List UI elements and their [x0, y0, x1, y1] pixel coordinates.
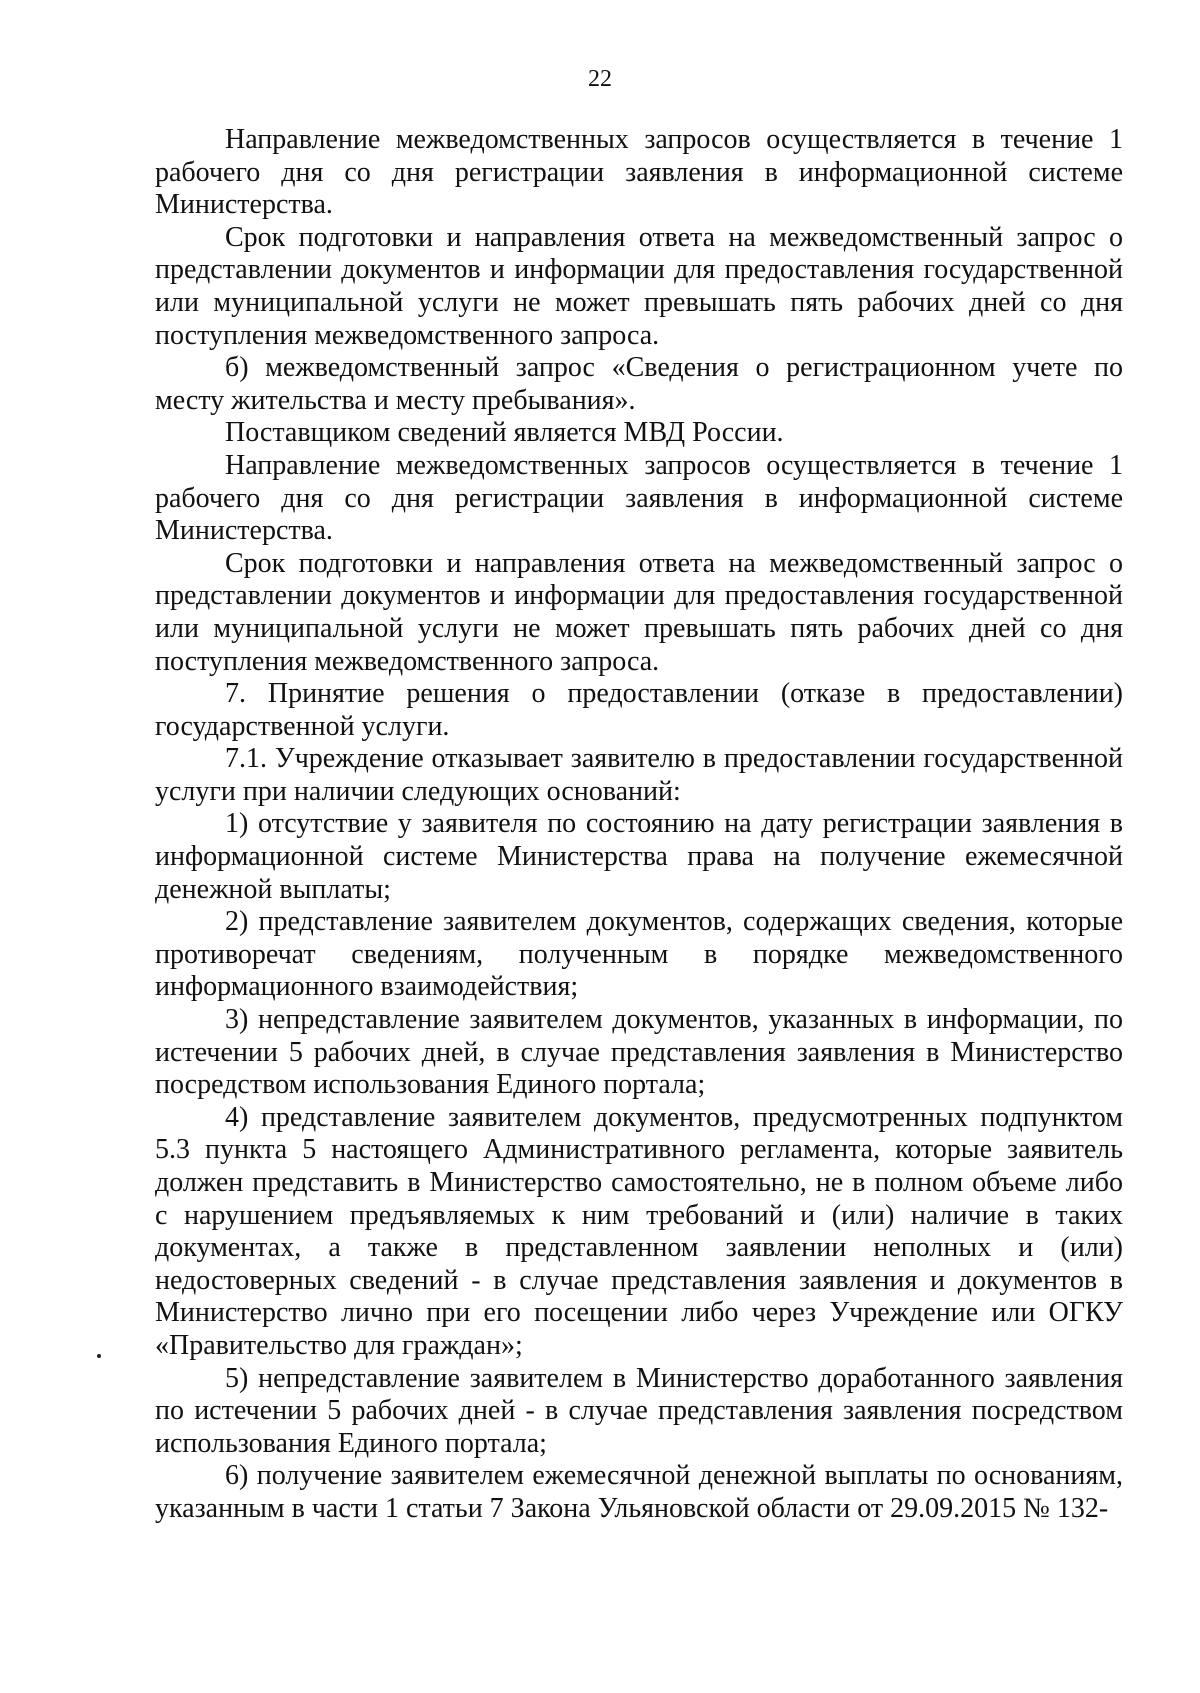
document-body: [155, 124, 1123, 1526]
paragraph-section-7-1: 7.1. Учреждение отказывает заявителю в предоставлении государственной услуги при наличии следующих оснований:: [155, 743, 1123, 807]
page-number: 22: [588, 66, 612, 92]
paragraph-response-deadline-1: Срок подготовки и направления ответа на межведомственный запрос о представлении документов и информации для предоставления государственной или муниципальной услуги не может превышать пять рабочих дней со дня поступления межведомственного запроса.: [155, 221, 1123, 351]
paragraph-ground-6: 6) получение заявителем ежемесячной денежной выплаты по основаниям, указанным в части 1 статьи 7 Закона Ульяновской области от 29.09.2015 № 132-: [155, 1460, 1123, 1524]
paragraph-section-7: 7. Принятие решения о предоставлении (отказе в предоставлении) государственной услуги.: [155, 678, 1123, 742]
paragraph-request-b: б) межведомственный запрос «Сведения о регистрационном учете по месту жительства и месту пребывания».: [155, 352, 1123, 416]
paragraph-request-timing-1: Направление межведомственных запросов осуществляется в течение 1 рабочего дня со дня регистрации заявления в информационной системе Министерства.: [155, 124, 1123, 221]
paragraph-ground-1: 1) отсутствие у заявителя по состоянию на дату регистрации заявления в информационной системе Министерства права на получение ежемесячной денежной выплаты;: [155, 808, 1123, 905]
paragraph-ground-3: 3) непредставление заявителем документов, указанных в информации, по истечении 5 рабочих дней, в случае представления заявления в Министерство посредством использования Единого портала;: [155, 1004, 1123, 1101]
scan-dot-mark: [97, 1354, 101, 1358]
paragraph-ground-5: 5) непредставление заявителем в Министерство доработанного заявления по истечении 5 рабочих дней - в случае представления заявления посредством использования Единого портала;: [155, 1362, 1123, 1459]
paragraph-supplier: Поставщиком сведений является МВД России.: [225, 417, 784, 449]
paragraph-response-deadline-2: Срок подготовки и направления ответа на межведомственный запрос о представлении документов и информации для предоставления государственной или муниципальной услуги не может превышать пять рабочих дней со дня поступления межведомственного запроса.: [155, 547, 1123, 677]
paragraph-request-timing-2: Направление межведомственных запросов осуществляется в течение 1 рабочего дня со дня регистрации заявления в информационной системе Министерства.: [155, 449, 1123, 547]
paragraph-ground-2: 2) представление заявителем документов, содержащих сведения, которые противоречат сведениям, полученным в порядке межведомственного информационного взаимодействия;: [155, 906, 1123, 1003]
paragraph-ground-4: 4) представление заявителем документов, предусмотренных подпунктом 5.3 пункта 5 настоящего Административного регламента, которые заявитель должен представить в Министерство самостоятельно, не в полном объеме либо с нарушением предъявляемых к ним требований и (или) наличие в таких документах, а также в представленном заявлении неполных и (или) недостоверных сведений - в случае представления заявления и документов в Министерство лично при его посещении либо через Учреждение или ОГКУ «Правительство для граждан»;: [155, 1101, 1123, 1361]
